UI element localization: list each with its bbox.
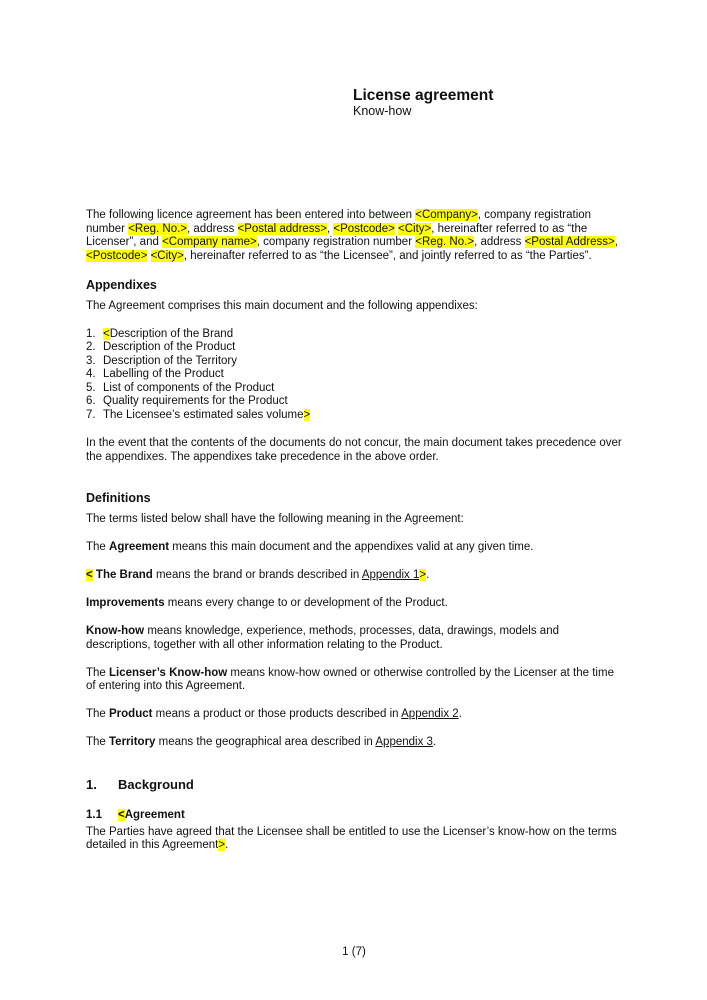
- appendixes-heading: Appendixes: [86, 278, 157, 292]
- text-run: Appendix 3: [375, 736, 433, 748]
- text-run: Know-how: [86, 625, 145, 637]
- definition-paragraph: [86, 736, 622, 750]
- highlighted-placeholder: <City>: [398, 222, 432, 235]
- text-run: Territory: [109, 736, 156, 748]
- page-number: 1 (7): [342, 946, 366, 958]
- appendix-item: [86, 382, 622, 396]
- highlighted-placeholder: <City>: [150, 249, 184, 262]
- definition-paragraph: [86, 625, 622, 652]
- definition-paragraph: [86, 541, 622, 555]
- text-run: .: [432, 736, 437, 748]
- definitions-heading: Definitions: [86, 491, 151, 505]
- text-run: The Brand: [92, 569, 153, 581]
- background-subheading-label: [118, 809, 185, 821]
- text-run: The Licensee’s estimated sales volume: [103, 408, 304, 421]
- appendix-item-number: 2.: [86, 341, 96, 353]
- appendix-item-text: [103, 409, 310, 421]
- text-run: The: [86, 708, 110, 720]
- text-run: The following licence agreement has been entered into between: [86, 209, 416, 221]
- appendix-item: [86, 355, 622, 369]
- appendix-item: [86, 409, 622, 423]
- text-run: .: [426, 569, 430, 581]
- definitions-entries: [86, 541, 622, 750]
- highlighted-placeholder: <Reg. No.>: [128, 222, 188, 235]
- text-run: Licenser’s Know-how: [109, 666, 228, 679]
- background-subheading: [86, 809, 622, 823]
- text-run: means the geographical area described in: [155, 736, 376, 748]
- appendix-item-text: [103, 382, 274, 394]
- text-run: .: [458, 708, 462, 720]
- highlighted-placeholder: <Company name>: [162, 236, 257, 248]
- text-run: Labelling of the Product: [103, 368, 224, 380]
- document-body: [86, 0, 622, 853]
- text-run: Appendix 1: [361, 569, 420, 581]
- text-run: means this main document and the appendixes valid at any given time.: [169, 541, 534, 553]
- text-run: means know-how owned or otherwise controlled by the Licenser at the time of entering into this Agreement.: [86, 666, 614, 692]
- text-run: Agreement: [109, 541, 170, 553]
- appendix-item: [86, 395, 622, 409]
- highlighted-placeholder: >: [419, 569, 427, 581]
- definition-paragraph: [86, 597, 622, 611]
- background-heading-number: 1.: [86, 776, 97, 792]
- appendix-item-number: 1.: [86, 327, 96, 340]
- background-subheading-number: 1.1: [86, 808, 102, 821]
- document-title: License agreement: [353, 87, 494, 104]
- text-run: The: [86, 541, 110, 553]
- text-run: Description of the Territory: [103, 354, 238, 367]
- appendix-item-text: [103, 368, 224, 380]
- appendixes-lead: The Agreement comprises this main document and the following appendixes:: [86, 300, 478, 312]
- text-run: Agreement: [124, 808, 185, 821]
- appendix-item-text: [103, 355, 237, 367]
- appendix-item: [86, 368, 622, 382]
- highlighted-placeholder: >: [218, 839, 226, 851]
- highlighted-placeholder: <Postcode>: [333, 222, 395, 235]
- highlighted-placeholder: <: [103, 327, 110, 340]
- text-run: , company registration number: [86, 209, 592, 235]
- highlighted-placeholder: <Postal Address>: [524, 236, 615, 248]
- highlighted-placeholder: <Postal address>: [237, 222, 328, 235]
- appendix-item-number: 5.: [86, 381, 96, 394]
- background-heading-label: Background: [118, 776, 194, 792]
- highlighted-placeholder: <Company>: [415, 209, 478, 221]
- precedence-paragraph: In the event that the contents of the documents do not concur, the main document takes precedence over the appendixes. The appendixes take precedence in the above order.: [86, 437, 622, 463]
- text-run: .: [225, 839, 229, 851]
- text-run: Description of the Brand: [109, 327, 234, 340]
- text-run: means a product or those products described in: [152, 708, 402, 720]
- definition-paragraph: [86, 667, 622, 694]
- highlighted-placeholder: <Reg. No.>: [415, 236, 475, 248]
- text-run: ,: [614, 236, 618, 248]
- text-run: means every change to or development of the Product.: [164, 597, 448, 609]
- appendix-item-number: 3.: [86, 354, 96, 367]
- highlighted-placeholder: >: [303, 408, 311, 421]
- appendix-item-text: [103, 341, 235, 353]
- text-run: , hereinafter referred to as “the Licensee”, and jointly referred to as “the Parties”.: [183, 249, 592, 262]
- text-run: , address: [474, 236, 525, 248]
- appendix-item-text: [103, 395, 288, 407]
- definition-paragraph: [86, 569, 622, 583]
- text-run: means the brand or brands described in: [152, 569, 362, 581]
- appendix-item-number: 7.: [86, 408, 96, 421]
- highlighted-placeholder: <: [86, 569, 93, 581]
- text-run: Description of the Product: [103, 341, 236, 353]
- intro-paragraph: [86, 209, 622, 263]
- document-subtitle: Know-how: [353, 104, 412, 118]
- text-run: The Parties have agreed that the Licensee shall be entitled to use the Licenser’s know-how on the terms detailed in this Agreement: [86, 825, 617, 851]
- appendix-item-number: 4.: [86, 368, 96, 380]
- text-run: , company registration number: [256, 236, 416, 248]
- text-run: means knowledge, experience, methods, processes, data, drawings, models and descriptions, together with all other information relating to the Product.: [86, 625, 559, 651]
- appendix-item: [86, 328, 622, 342]
- text-run: , hereinafter referred to as “the Licenser”, and: [86, 222, 588, 248]
- highlighted-placeholder: <Postcode>: [86, 249, 148, 262]
- appendix-list: [86, 328, 622, 423]
- text-run: Product: [109, 708, 153, 720]
- appendix-item-text: [103, 328, 233, 340]
- text-run: The: [86, 666, 110, 679]
- text-run: ,: [327, 222, 334, 235]
- appendix-item-number: 6.: [86, 395, 96, 407]
- background-paragraph: [86, 826, 622, 853]
- text-run: Improvements: [86, 597, 165, 609]
- appendix-item: [86, 341, 622, 355]
- highlighted-placeholder: <: [118, 808, 125, 821]
- text-run: The: [86, 736, 110, 748]
- text-run: List of components of the Product: [103, 381, 275, 394]
- background-heading: [86, 777, 622, 792]
- text-run: Appendix 2: [401, 708, 459, 720]
- text-run: , address: [187, 222, 238, 235]
- text-run: Quality requirements for the Product: [103, 395, 288, 407]
- definitions-lead: The terms listed below shall have the following meaning in the Agreement:: [86, 513, 464, 525]
- definition-paragraph: [86, 708, 622, 722]
